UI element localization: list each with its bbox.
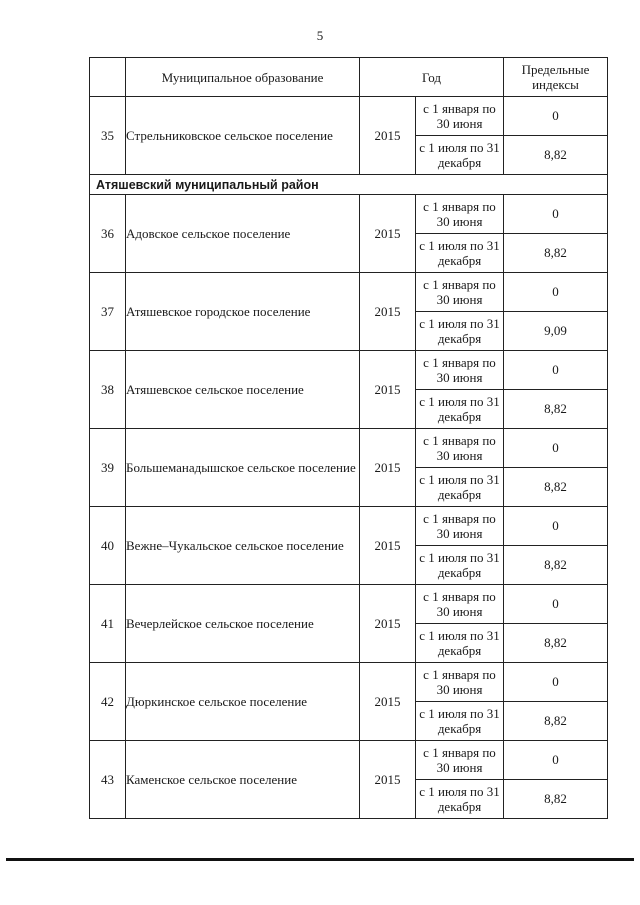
period-cell: с 1 января по 30 июня xyxy=(416,273,504,312)
period-cell: с 1 января по 30 июня xyxy=(416,351,504,390)
row-number: 38 xyxy=(90,351,126,429)
period-cell: с 1 января по 30 июня xyxy=(416,741,504,780)
table-row xyxy=(90,585,608,624)
period-cell: с 1 июля по 31 декабря xyxy=(416,780,504,819)
row-number: 35 xyxy=(90,97,126,175)
row-number: 42 xyxy=(90,663,126,741)
header-municipality: Муниципальное образование xyxy=(126,58,360,97)
index-value: 0 xyxy=(504,273,608,312)
municipality-name: Стрельниковское сельское поселение xyxy=(126,97,360,175)
table-body xyxy=(90,97,608,819)
year-cell: 2015 xyxy=(360,585,416,663)
region-title: Атяшевский муниципальный район xyxy=(90,175,608,195)
year-cell: 2015 xyxy=(360,351,416,429)
period-cell: с 1 июля по 31 декабря xyxy=(416,546,504,585)
table-row xyxy=(90,429,608,468)
municipality-name: Адовское сельское поселение xyxy=(126,195,360,273)
period-cell: с 1 июля по 31 декабря xyxy=(416,702,504,741)
municipality-name: Каменское сельское поселение xyxy=(126,741,360,819)
index-value: 8,82 xyxy=(504,702,608,741)
year-cell: 2015 xyxy=(360,195,416,273)
index-value: 0 xyxy=(504,97,608,136)
year-cell: 2015 xyxy=(360,507,416,585)
row-number: 43 xyxy=(90,741,126,819)
index-value: 8,82 xyxy=(504,234,608,273)
period-cell: с 1 июля по 31 декабря xyxy=(416,390,504,429)
municipality-name: Вечерлейское сельское поселение xyxy=(126,585,360,663)
period-cell: с 1 июля по 31 декабря xyxy=(416,136,504,175)
index-value: 8,82 xyxy=(504,390,608,429)
period-cell: с 1 января по 30 июня xyxy=(416,663,504,702)
row-number: 37 xyxy=(90,273,126,351)
row-number: 41 xyxy=(90,585,126,663)
municipality-name: Большеманадышское сельское поселение xyxy=(126,429,360,507)
municipality-name: Атяшевское сельское поселение xyxy=(126,351,360,429)
index-value: 9,09 xyxy=(504,312,608,351)
period-cell: с 1 января по 30 июня xyxy=(416,507,504,546)
municipality-name: Дюркинское сельское поселение xyxy=(126,663,360,741)
period-cell: с 1 июля по 31 декабря xyxy=(416,468,504,507)
period-cell: с 1 июля по 31 декабря xyxy=(416,234,504,273)
index-value: 8,82 xyxy=(504,624,608,663)
table-row xyxy=(90,195,608,234)
period-cell: с 1 января по 30 июня xyxy=(416,429,504,468)
index-value: 0 xyxy=(504,663,608,702)
index-value: 8,82 xyxy=(504,468,608,507)
year-cell: 2015 xyxy=(360,97,416,175)
header-num xyxy=(90,58,126,97)
tariff-index-table xyxy=(89,57,608,819)
row-number: 39 xyxy=(90,429,126,507)
index-value: 8,82 xyxy=(504,136,608,175)
row-number: 40 xyxy=(90,507,126,585)
table-row xyxy=(90,97,608,136)
table-row xyxy=(90,663,608,702)
index-value: 8,82 xyxy=(504,546,608,585)
region-row xyxy=(90,175,608,195)
period-cell: с 1 июля по 31 декабря xyxy=(416,312,504,351)
year-cell: 2015 xyxy=(360,663,416,741)
index-value: 0 xyxy=(504,195,608,234)
index-value: 0 xyxy=(504,351,608,390)
year-cell: 2015 xyxy=(360,429,416,507)
index-value: 0 xyxy=(504,585,608,624)
period-cell: с 1 января по 30 июня xyxy=(416,585,504,624)
municipality-name: Вежне–Чукальское сельское поселение xyxy=(126,507,360,585)
index-value: 0 xyxy=(504,507,608,546)
table-row xyxy=(90,507,608,546)
header-index: Предельные индексы xyxy=(504,58,608,97)
index-value: 0 xyxy=(504,741,608,780)
index-value: 8,82 xyxy=(504,780,608,819)
period-cell: с 1 июля по 31 декабря xyxy=(416,624,504,663)
row-number: 36 xyxy=(90,195,126,273)
municipality-name: Атяшевское городское поселение xyxy=(126,273,360,351)
page-number: 5 xyxy=(316,28,324,43)
header-year: Год xyxy=(360,58,504,97)
index-value: 0 xyxy=(504,429,608,468)
period-cell: с 1 января по 30 июня xyxy=(416,195,504,234)
period-cell: с 1 января по 30 июня xyxy=(416,97,504,136)
table-row xyxy=(90,273,608,312)
table-row xyxy=(90,351,608,390)
table-header-row xyxy=(90,58,608,97)
page-bottom-rule xyxy=(6,858,634,861)
year-cell: 2015 xyxy=(360,741,416,819)
year-cell: 2015 xyxy=(360,273,416,351)
table-row xyxy=(90,741,608,780)
